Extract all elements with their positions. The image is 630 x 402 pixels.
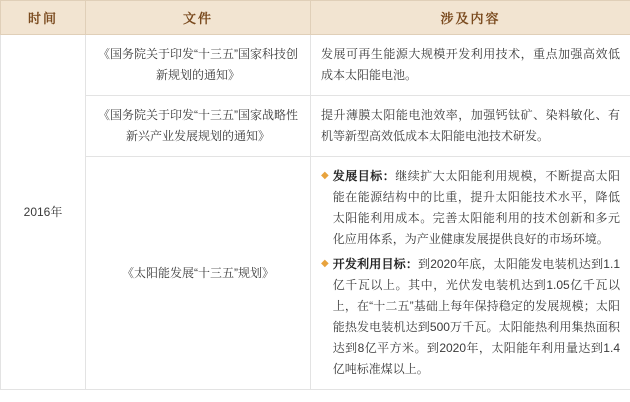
bullet-body: 到2020年底，太阳能发电装机达到1.1亿千瓦以上。其中，光伏发电装机达到1.05亿千瓦以上，在“十二五”基础上每年保持稳定的发展规模；太阳能热发电装机达到500万千瓦。太阳能热利用集热面积达到8亿平方米。到2020年，太阳能年利用量达到1.4亿吨标准煤以上。 <box>332 257 620 376</box>
table-header-row <box>1 1 630 35</box>
year-cell: 2016年 <box>1 35 86 390</box>
column-header-content: 涉及内容 <box>311 1 630 35</box>
document-title: 《国务院关于印发“十三五”国家战略性新兴产业发展规划的通知》 <box>86 96 311 157</box>
content-cell <box>311 96 630 157</box>
diamond-icon: ◆ <box>321 170 329 181</box>
content-cell <box>311 35 630 96</box>
table-row <box>1 96 630 157</box>
bullet-item <box>321 254 620 380</box>
diamond-icon: ◆ <box>321 258 329 269</box>
content-paragraph: 发展可再生能源大规模开发利用技术，重点加强高效低成本太阳能电池。 <box>321 47 620 82</box>
bullet-lead: 发展目标： <box>332 169 396 183</box>
bullet-item <box>321 166 620 250</box>
bullet-body: 继续扩大太阳能利用规模，不断提高太阳能在能源结构中的比重，提升太阳能技术水平，降低太阳能利用成本。完善太阳能利用的技术创新和多元化应用体系，为产业健康发展提供良好的市场环境。 <box>332 169 620 246</box>
table-row <box>1 35 630 96</box>
document-title: 《太阳能发展“十三五”规划》 <box>86 157 311 390</box>
bullet-lead: 开发利用目标： <box>332 257 419 271</box>
bullet-text <box>333 166 620 250</box>
table-row <box>1 157 630 390</box>
document-title: 《国务院关于印发“十三五”国家科技创新规划的通知》 <box>86 35 311 96</box>
column-header-time: 时间 <box>1 1 86 35</box>
bullet-text <box>333 254 620 380</box>
column-header-document: 文件 <box>86 1 311 35</box>
content-cell <box>311 157 630 390</box>
content-paragraph: 提升薄膜太阳能电池效率，加强钙钛矿、染料敏化、有机等新型高效低成本太阳能电池技术研发。 <box>321 108 620 143</box>
